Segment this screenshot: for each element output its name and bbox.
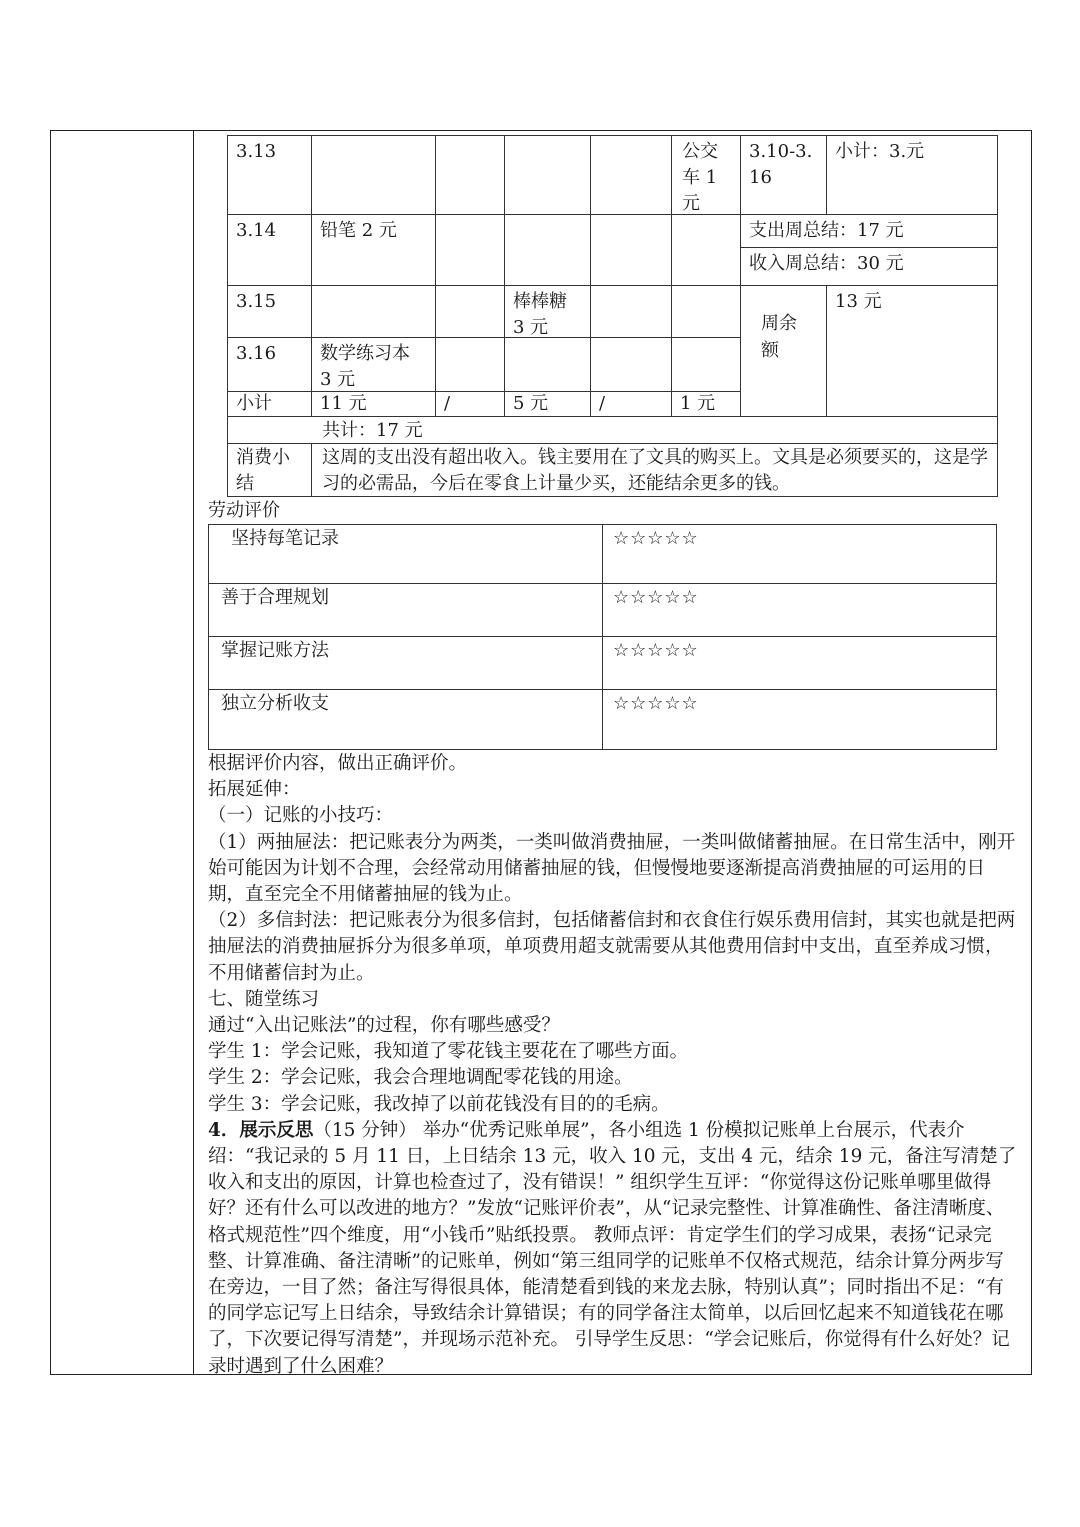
evaluation-stars: ☆☆☆☆☆ [602, 636, 997, 690]
evaluation-stars: ☆☆☆☆☆ [602, 524, 997, 584]
ledger-cell [311, 285, 436, 338]
ledger-summary-text: 这周的支出没有超出收入。钱主要用在了文具的购买上。文具是必须要买的，这是学习的必需品，今后在零食上计量少买，还能结余更多的钱。 [311, 443, 998, 497]
ledger-cell [504, 337, 591, 392]
ledger-date-cell: 3.14 [227, 214, 312, 286]
ledger-date-cell: 3.15 [227, 285, 312, 338]
evaluation-title: 劳动评价 [208, 500, 280, 521]
ledger-cell [504, 135, 591, 215]
ledger-cell [671, 214, 741, 286]
ledger-subtotal-c4: / [590, 391, 672, 417]
body-para: 通过“入出记账法”的过程，你有哪些感受？ [208, 1015, 560, 1037]
body-para: 学生 1：学会记账，我知道了零花钱主要花在了哪些方面。 [208, 1041, 689, 1063]
ledger-subtotal-label: 小计 [227, 391, 312, 417]
body-para: 拓展延伸： [208, 779, 301, 801]
ledger-cell [435, 285, 505, 338]
ledger-cell [590, 214, 672, 286]
ledger-cell [671, 285, 741, 338]
ledger-subtotal-top: 小计：3.元 [826, 135, 998, 215]
evaluation-label: 坚持每笔记录 [208, 524, 603, 584]
evaluation-label: 善于合理规划 [208, 583, 603, 637]
ledger-subtotal-c5: 1 元 [671, 391, 741, 417]
ledger-subtotal-c3: 5 元 [504, 391, 591, 417]
ledger-cell [590, 337, 672, 392]
ledger-cell [671, 337, 741, 392]
ledger-cell [435, 214, 505, 286]
body-para: （一）记账的小技巧： [208, 805, 394, 827]
body-para: 学生 2：学会记账，我会合理地调配零花钱的用途。 [208, 1067, 633, 1089]
ledger-expense-summary: 支出周总结：17 元 [740, 214, 998, 248]
body-para: （1）两抽屉法：把记账表分为两类，一类叫做消费抽屉，一类叫做储蓄抽屉。在日常生活中，刚开始可能因为计划不合理，会经常动用储蓄抽屉的钱，但慢慢地要逐渐提高消费抽屉的可运用的日期，直至完全不用储蓄抽屉的钱为止。 [208, 831, 1016, 906]
ledger-cell [311, 135, 436, 215]
ledger-cell [590, 135, 672, 215]
ledger-income-summary: 收入周总结：30 元 [740, 247, 998, 286]
body-text [208, 751, 1018, 1380]
ledger-date-cell: 3.16 [227, 337, 312, 392]
ledger-balance-label: 周余额 [740, 285, 827, 417]
ledger-cell [590, 285, 672, 338]
evaluation-stars: ☆☆☆☆☆ [602, 583, 997, 637]
evaluation-stars: ☆☆☆☆☆ [602, 689, 997, 750]
body-para: （2）多信封法：把记账表分为很多信封，包括储蓄信封和衣食住行娱乐费用信封，其实也就是把两抽屉法的消费抽屉拆分为很多单项，单项费用超支就需要从其他费用信封中支出，直至养成习惯，不用储蓄信封为止。 [208, 910, 1016, 984]
ledger-cell [435, 337, 505, 392]
ledger-subtotal-c1: 11 元 [311, 391, 436, 417]
ledger-cell-lollipop: 棒棒糖 3 元 [504, 285, 591, 338]
ledger-cell [435, 135, 505, 215]
evaluation-label: 独立分析收支 [208, 689, 603, 750]
ledger-subtotal-c2: / [435, 391, 505, 417]
ledger-total: 共计：17 元 [227, 416, 998, 444]
body-para: 根据评价内容，做出正确评价。 [208, 753, 468, 774]
outer-column-divider [193, 130, 194, 1375]
body-para: 学生 3：学会记账，我改掉了以前花钱没有目的的毛病。 [208, 1093, 670, 1115]
section-heading: 4．展示反思 [208, 1119, 314, 1141]
ledger-week-range: 3.10-3.16 [740, 135, 827, 215]
ledger-cell-bus: 公交车 1 元 [671, 135, 741, 215]
ledger-summary-label: 消费小结 [227, 443, 312, 497]
ledger-cell-pencil: 铅笔 2 元 [311, 214, 436, 286]
evaluation-label: 掌握记账方法 [208, 636, 603, 690]
body-para-reflection: 4．展示反思（15 分钟） 举办“优秀记账单展”，各小组选 1 份模拟记账单上台展示，代表介绍：“我记录的 5 月 11 日，上日结余 13 元，收入 10 元，支出 4 元，结余 19 元，备注写清楚了收入和支出的原因，计算也检查过了，没有错误！” 组织学生互评：“你觉得这份记账单哪里做得好？还有什么可以改进的地方？”发放“记账评价表”，从“记录完整性、计算准确性、备注清晰度、格式规范性”四个维度，用“小钱币”贴纸投票。 教师点评：肯定学生们的学习成果，表扬“记录完整、计算准确、备注清晰”的记账单，例如“第三组同学的记账单不仅格式规范，结余计算分两步写在旁边，一目了然；备注写得很具体，能清楚看到钱的来龙去脉，特别认真”；同时指出不足：“有的同学忘记写上日结余，导致结余计算错误；有的同学备注太简单，以后回忆起来不知道钱花在哪了，下次要记得写清楚”，并现场示范补充。 引导学生反思：“学会记账后，你觉得有什么好处？记录时遇到了什么困难？ [208, 1119, 1017, 1377]
ledger-date-cell: 3.13 [227, 135, 312, 215]
body-para: 七、随堂练习 [208, 988, 320, 1010]
ledger-cell [504, 214, 591, 286]
ledger-cell-workbook: 数学练习本 3 元 [311, 337, 436, 392]
ledger-balance-value: 13 元 [826, 285, 998, 417]
